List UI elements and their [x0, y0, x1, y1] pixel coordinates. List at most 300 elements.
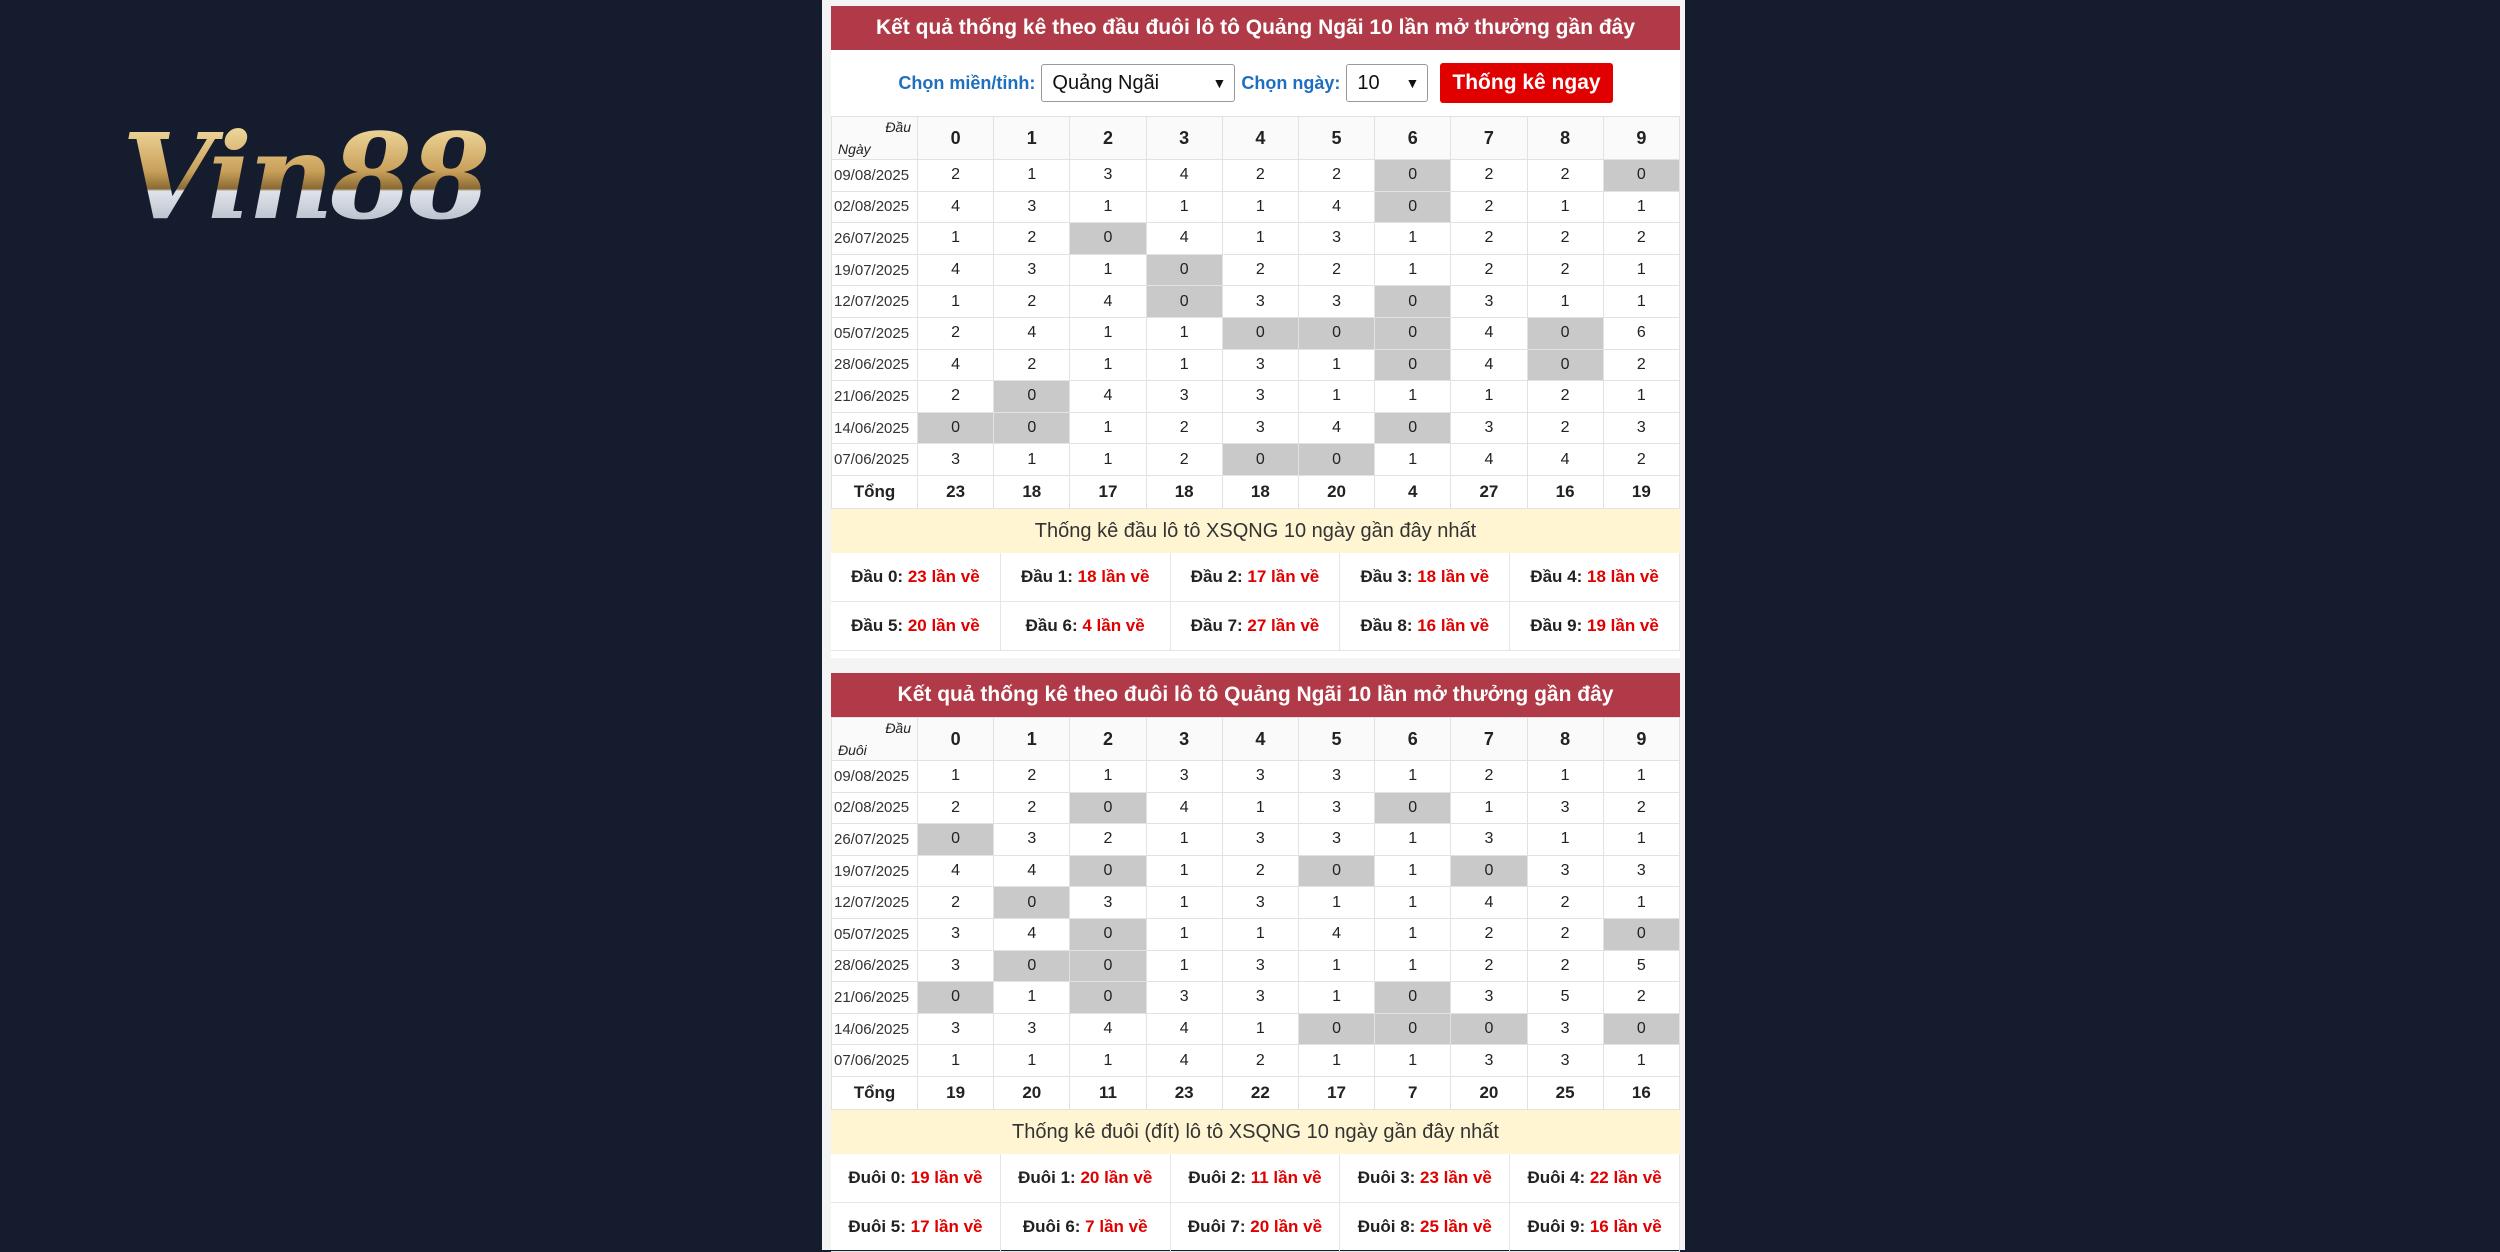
count-cell: 4	[1146, 223, 1222, 255]
count-cell: 3	[918, 1013, 994, 1045]
count-cell: 0	[1070, 855, 1146, 887]
digit-header: 5	[1298, 718, 1374, 761]
count-cell: 3	[1298, 286, 1374, 318]
summary-label: Đuôi 2:	[1188, 1167, 1251, 1187]
count-cell: 2	[1527, 887, 1603, 919]
date-cell: 14/06/2025	[832, 412, 918, 444]
stats-submit-button[interactable]: Thống kê ngay	[1440, 63, 1612, 103]
count-cell: 3	[1222, 286, 1298, 318]
total-cell: 27	[1451, 475, 1527, 508]
summary-item	[1510, 1203, 1680, 1252]
region-select-value: Quảng Ngãi	[1052, 71, 1160, 94]
table-row	[832, 887, 1680, 919]
count-cell: 3	[1451, 824, 1527, 856]
total-cell: 17	[1298, 1076, 1374, 1109]
summary-label: Đuôi 4:	[1527, 1167, 1590, 1187]
count-cell: 4	[1451, 444, 1527, 476]
header-row	[832, 117, 1680, 160]
count-cell: 0	[1375, 191, 1451, 223]
count-cell: 0	[1298, 855, 1374, 887]
count-cell: 3	[1146, 381, 1222, 413]
count-cell: 1	[994, 444, 1070, 476]
count-cell: 4	[1451, 887, 1527, 919]
date-cell: 26/07/2025	[832, 824, 918, 856]
count-cell: 1	[1146, 855, 1222, 887]
count-cell: 1	[1375, 223, 1451, 255]
summary-item	[1340, 602, 1510, 651]
summary-label: Đầu 7:	[1190, 615, 1248, 635]
total-cell: 11	[1070, 1076, 1146, 1109]
count-cell: 2	[918, 160, 994, 192]
count-cell: 0	[1070, 792, 1146, 824]
count-cell: 2	[918, 381, 994, 413]
total-cell: 19	[1603, 475, 1679, 508]
count-cell: 3	[1451, 1045, 1527, 1077]
count-cell: 3	[918, 918, 994, 950]
date-cell: 26/07/2025	[832, 223, 918, 255]
count-cell: 3	[1146, 761, 1222, 793]
head-stats-section	[831, 6, 1680, 658]
summary-item	[1171, 553, 1341, 602]
count-cell: 3	[1070, 887, 1146, 919]
digit-header: 0	[918, 718, 994, 761]
count-cell: 1	[1070, 412, 1146, 444]
count-cell: 3	[1527, 855, 1603, 887]
date-cell: 12/07/2025	[832, 286, 918, 318]
summary-label: Đầu 6:	[1025, 615, 1083, 635]
count-cell: 5	[1527, 982, 1603, 1014]
count-cell: 2	[1146, 412, 1222, 444]
count-cell: 1	[1298, 950, 1374, 982]
count-cell: 2	[994, 223, 1070, 255]
count-cell: 0	[1298, 1013, 1374, 1045]
count-cell: 0	[1222, 317, 1298, 349]
total-cell: 20	[1451, 1076, 1527, 1109]
count-cell: 6	[1603, 317, 1679, 349]
count-cell: 1	[1603, 1045, 1679, 1077]
head-summary-title: Thống kê đầu lô tô XSQNG 10 ngày gần đây nhất	[831, 509, 1680, 553]
table-row	[832, 918, 1680, 950]
summary-count: 25 lần về	[1420, 1216, 1492, 1236]
count-cell: 1	[1146, 950, 1222, 982]
summary-label: Đuôi 6:	[1022, 1216, 1086, 1236]
count-cell: 1	[1298, 887, 1374, 919]
region-select[interactable]	[1041, 64, 1235, 102]
count-cell: 3	[1527, 792, 1603, 824]
total-cell: 16	[1527, 475, 1603, 508]
summary-item	[831, 602, 1001, 651]
count-cell: 2	[1527, 918, 1603, 950]
count-cell: 2	[1298, 254, 1374, 286]
date-cell: 07/06/2025	[832, 444, 918, 476]
date-cell: 19/07/2025	[832, 855, 918, 887]
count-cell: 1	[1603, 824, 1679, 856]
head-stats-table	[831, 116, 1680, 509]
count-cell: 3	[1298, 792, 1374, 824]
header-row	[832, 718, 1680, 761]
count-cell: 1	[1222, 918, 1298, 950]
total-cell: 16	[1603, 1076, 1679, 1109]
table-row	[832, 317, 1680, 349]
count-cell: 3	[1527, 1045, 1603, 1077]
count-cell: 4	[994, 317, 1070, 349]
summary-label: Đuôi 1:	[1018, 1167, 1081, 1187]
count-cell: 4	[1146, 792, 1222, 824]
count-cell: 0	[1070, 918, 1146, 950]
date-cell: 09/08/2025	[832, 761, 918, 793]
count-cell: 2	[1527, 381, 1603, 413]
digit-header: 4	[1222, 117, 1298, 160]
count-cell: 1	[1451, 381, 1527, 413]
summary-label: Đầu 2:	[1190, 566, 1248, 586]
count-cell: 2	[1451, 223, 1527, 255]
count-cell: 3	[1222, 349, 1298, 381]
count-cell: 0	[1375, 160, 1451, 192]
tail-summary-title: Thống kê đuôi (đít) lô tô XSQNG 10 ngày gần đây nhất	[831, 1110, 1680, 1154]
total-cell: 20	[1298, 475, 1374, 508]
summary-count: 20 lần về	[1250, 1216, 1323, 1236]
tail-stats-title: Kết quả thống kê theo đuôi lô tô Quảng Ngãi 10 lần mở thưởng gần đây	[831, 673, 1680, 717]
count-cell: 2	[1451, 254, 1527, 286]
corner-top-label: Đầu	[885, 119, 911, 135]
count-cell: 3	[1298, 824, 1374, 856]
total-cell: 4	[1375, 475, 1451, 508]
count-cell: 3	[1222, 381, 1298, 413]
count-cell: 3	[1222, 412, 1298, 444]
count-cell: 0	[1375, 412, 1451, 444]
summary-item	[1340, 553, 1510, 602]
table-row	[832, 412, 1680, 444]
count-cell: 0	[1527, 349, 1603, 381]
corner-header-cell	[832, 117, 918, 160]
date-cell: 02/08/2025	[832, 792, 918, 824]
summary-count: 7 lần về	[1085, 1216, 1148, 1236]
count-cell: 1	[1298, 982, 1374, 1014]
count-cell: 2	[918, 317, 994, 349]
count-cell: 0	[1375, 286, 1451, 318]
count-cell: 0	[1298, 317, 1374, 349]
table-row	[832, 223, 1680, 255]
count-cell: 2	[1603, 792, 1679, 824]
summary-count: 27 lần về	[1247, 615, 1320, 635]
total-cell: 18	[1222, 475, 1298, 508]
count-cell: 4	[918, 191, 994, 223]
summary-label: Đuôi 3:	[1357, 1167, 1421, 1187]
count-cell: 4	[1451, 317, 1527, 349]
count-cell: 5	[1603, 950, 1679, 982]
count-cell: 1	[1146, 887, 1222, 919]
summary-item	[1171, 602, 1341, 651]
count-cell: 0	[1146, 254, 1222, 286]
count-cell: 0	[1070, 223, 1146, 255]
count-cell: 2	[1451, 950, 1527, 982]
count-cell: 2	[1527, 254, 1603, 286]
count-cell: 0	[1603, 918, 1679, 950]
count-cell: 2	[1222, 160, 1298, 192]
total-cell: 20	[994, 1076, 1070, 1109]
corner-header-cell	[832, 718, 918, 761]
summary-label: Đuôi 0:	[848, 1167, 911, 1187]
filter-controls	[831, 50, 1680, 116]
count-cell: 1	[1375, 950, 1451, 982]
count-cell: 0	[1375, 792, 1451, 824]
summary-item	[1171, 1203, 1341, 1252]
total-label: Tổng	[832, 475, 918, 508]
digit-header: 4	[1222, 718, 1298, 761]
date-cell: 12/07/2025	[832, 887, 918, 919]
summary-label: Đầu 5:	[851, 615, 908, 635]
count-cell: 3	[1451, 982, 1527, 1014]
summary-item	[1510, 602, 1680, 651]
count-cell: 3	[1222, 982, 1298, 1014]
count-cell: 4	[1451, 349, 1527, 381]
head-summary-grid	[831, 553, 1680, 651]
count-cell: 2	[1222, 254, 1298, 286]
count-cell: 2	[994, 792, 1070, 824]
count-cell: 0	[1451, 1013, 1527, 1045]
count-cell: 0	[1527, 317, 1603, 349]
summary-item	[1340, 1154, 1510, 1203]
total-label: Tổng	[832, 1076, 918, 1109]
count-cell: 0	[1375, 349, 1451, 381]
summary-item	[1510, 1154, 1680, 1203]
count-cell: 4	[918, 855, 994, 887]
digit-header: 5	[1298, 117, 1374, 160]
count-cell: 1	[994, 1045, 1070, 1077]
count-cell: 2	[1146, 444, 1222, 476]
count-cell: 1	[1527, 286, 1603, 318]
summary-item	[1510, 553, 1680, 602]
total-cell: 23	[918, 475, 994, 508]
count-cell: 1	[1375, 824, 1451, 856]
count-cell: 1	[918, 761, 994, 793]
date-cell: 14/06/2025	[832, 1013, 918, 1045]
count-cell: 1	[1603, 761, 1679, 793]
count-cell: 2	[1451, 918, 1527, 950]
day-label: Chọn ngày:	[1241, 72, 1341, 93]
total-cell: 18	[994, 475, 1070, 508]
table-row	[832, 982, 1680, 1014]
digit-header: 6	[1375, 718, 1451, 761]
count-cell: 3	[1603, 855, 1679, 887]
corner-top-label: Đầu	[885, 720, 911, 736]
count-cell: 1	[1375, 855, 1451, 887]
total-cell: 22	[1222, 1076, 1298, 1109]
summary-count: 22 lần về	[1589, 1167, 1662, 1187]
count-cell: 4	[1070, 381, 1146, 413]
count-cell: 3	[918, 950, 994, 982]
day-select[interactable]	[1346, 64, 1428, 102]
count-cell: 2	[1603, 444, 1679, 476]
summary-item	[831, 1154, 1001, 1203]
count-cell: 3	[1298, 223, 1374, 255]
digit-header: 8	[1527, 718, 1603, 761]
count-cell: 0	[1603, 1013, 1679, 1045]
count-cell: 1	[1375, 887, 1451, 919]
count-cell: 4	[1146, 1013, 1222, 1045]
summary-count: 19 lần về	[1587, 615, 1659, 635]
summary-count: 23 lần về	[1420, 1167, 1492, 1187]
count-cell: 2	[994, 286, 1070, 318]
total-row	[832, 475, 1680, 508]
date-cell: 28/06/2025	[832, 349, 918, 381]
count-cell: 1	[918, 286, 994, 318]
digit-header: 2	[1070, 718, 1146, 761]
tail-summary-grid	[831, 1154, 1680, 1252]
table-row	[832, 381, 1680, 413]
count-cell: 1	[1222, 792, 1298, 824]
summary-label: Đầu 1:	[1020, 566, 1078, 586]
summary-count: 18 lần về	[1077, 566, 1150, 586]
count-cell: 3	[1451, 412, 1527, 444]
count-cell: 4	[1146, 1045, 1222, 1077]
summary-label: Đầu 9:	[1530, 615, 1588, 635]
count-cell: 0	[1451, 855, 1527, 887]
table-row	[832, 950, 1680, 982]
date-cell: 19/07/2025	[832, 254, 918, 286]
summary-item	[1001, 553, 1171, 602]
count-cell: 3	[994, 1013, 1070, 1045]
tail-stats-table	[831, 717, 1680, 1110]
digit-header: 1	[994, 718, 1070, 761]
summary-count: 16 lần về	[1589, 1216, 1662, 1236]
digit-header: 9	[1603, 117, 1679, 160]
digit-header: 3	[1146, 117, 1222, 160]
table-row	[832, 160, 1680, 192]
summary-item	[1001, 1203, 1171, 1252]
count-cell: 2	[1298, 160, 1374, 192]
stats-panel	[822, 0, 1685, 1250]
total-cell: 17	[1070, 475, 1146, 508]
digit-header: 0	[918, 117, 994, 160]
table-row	[832, 254, 1680, 286]
digit-header: 7	[1451, 718, 1527, 761]
table-row	[832, 1013, 1680, 1045]
total-cell: 25	[1527, 1076, 1603, 1109]
count-cell: 1	[1375, 381, 1451, 413]
count-cell: 2	[1451, 160, 1527, 192]
summary-item	[1001, 1154, 1171, 1203]
summary-count: 20 lần về	[1080, 1167, 1153, 1187]
count-cell: 1	[1527, 824, 1603, 856]
count-cell: 0	[994, 381, 1070, 413]
total-cell: 7	[1375, 1076, 1451, 1109]
date-cell: 05/07/2025	[832, 317, 918, 349]
count-cell: 3	[1451, 286, 1527, 318]
corner-bottom-label: Ngày	[838, 141, 871, 157]
count-cell: 0	[918, 982, 994, 1014]
region-label: Chọn miền/tỉnh:	[898, 72, 1036, 93]
vin88-logo: Vin88	[122, 107, 487, 246]
table-row	[832, 761, 1680, 793]
date-cell: 02/08/2025	[832, 191, 918, 223]
count-cell: 1	[1298, 381, 1374, 413]
chevron-down-icon: ▼	[1405, 75, 1420, 91]
count-cell: 1	[1222, 1013, 1298, 1045]
count-cell: 1	[1603, 887, 1679, 919]
count-cell: 4	[918, 254, 994, 286]
count-cell: 4	[1070, 286, 1146, 318]
count-cell: 2	[1527, 950, 1603, 982]
date-cell: 07/06/2025	[832, 1045, 918, 1077]
corner-bottom-label: Đuôi	[838, 742, 867, 758]
digit-header: 6	[1375, 117, 1451, 160]
count-cell: 3	[1146, 982, 1222, 1014]
count-cell: 3	[1603, 412, 1679, 444]
count-cell: 4	[1146, 160, 1222, 192]
date-cell: 28/06/2025	[832, 950, 918, 982]
count-cell: 1	[1451, 792, 1527, 824]
date-cell: 21/06/2025	[832, 982, 918, 1014]
count-cell: 1	[1070, 444, 1146, 476]
digit-header: 2	[1070, 117, 1146, 160]
head-stats-title: Kết quả thống kê theo đầu đuôi lô tô Quảng Ngãi 10 lần mở thưởng gần đây	[831, 6, 1680, 50]
count-cell: 3	[1222, 887, 1298, 919]
count-cell: 1	[1070, 349, 1146, 381]
summary-count: 17 lần về	[1247, 566, 1320, 586]
count-cell: 4	[1527, 444, 1603, 476]
tail-stats-section	[831, 673, 1680, 1250]
summary-label: Đầu 4:	[1530, 566, 1588, 586]
count-cell: 1	[918, 223, 994, 255]
summary-count: 23 lần về	[907, 566, 980, 586]
summary-label: Đầu 3:	[1360, 566, 1418, 586]
digit-header: 3	[1146, 718, 1222, 761]
table-row	[832, 444, 1680, 476]
count-cell: 4	[918, 349, 994, 381]
digit-header: 7	[1451, 117, 1527, 160]
count-cell: 0	[1375, 317, 1451, 349]
chevron-down-icon: ▼	[1212, 75, 1227, 91]
count-cell: 1	[1603, 286, 1679, 318]
count-cell: 2	[1222, 1045, 1298, 1077]
summary-count: 11 lần về	[1250, 1167, 1322, 1187]
date-cell: 21/06/2025	[832, 381, 918, 413]
total-cell: 19	[918, 1076, 994, 1109]
table-row	[832, 1045, 1680, 1077]
summary-label: Đầu 0:	[851, 566, 908, 586]
count-cell: 2	[918, 792, 994, 824]
summary-item	[1340, 1203, 1510, 1252]
summary-count: 17 lần về	[910, 1216, 983, 1236]
count-cell: 1	[1298, 349, 1374, 381]
count-cell: 1	[1146, 349, 1222, 381]
table-row	[832, 286, 1680, 318]
count-cell: 1	[918, 1045, 994, 1077]
count-cell: 0	[1298, 444, 1374, 476]
count-cell: 1	[1146, 824, 1222, 856]
total-cell: 18	[1146, 475, 1222, 508]
summary-item	[831, 1203, 1001, 1252]
summary-item	[1171, 1154, 1341, 1203]
count-cell: 2	[918, 887, 994, 919]
table-row	[832, 349, 1680, 381]
count-cell: 0	[918, 412, 994, 444]
summary-count: 18 lần về	[1587, 566, 1659, 586]
count-cell: 2	[994, 349, 1070, 381]
count-cell: 2	[1222, 855, 1298, 887]
count-cell: 0	[1222, 444, 1298, 476]
count-cell: 1	[1603, 191, 1679, 223]
count-cell: 4	[1298, 412, 1374, 444]
table-row	[832, 824, 1680, 856]
table-row	[832, 191, 1680, 223]
count-cell: 1	[1603, 254, 1679, 286]
count-cell: 0	[1070, 982, 1146, 1014]
count-cell: 0	[1603, 160, 1679, 192]
count-cell: 1	[1603, 381, 1679, 413]
table-row	[832, 855, 1680, 887]
